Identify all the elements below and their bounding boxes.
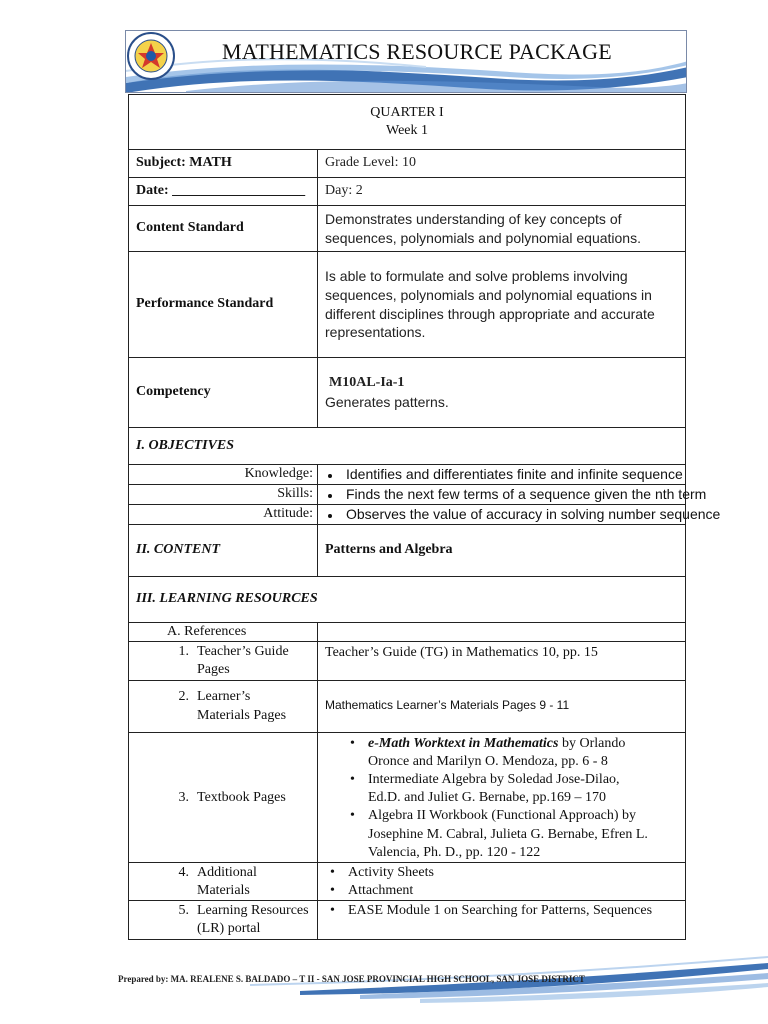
skills-row	[129, 485, 686, 505]
footer	[0, 955, 768, 1005]
list-item: • Attachment	[326, 882, 685, 900]
content-value: Patterns and Algebra	[318, 525, 686, 577]
learners-materials-row	[129, 680, 686, 732]
objectives-title: I. OBJECTIVES	[129, 428, 686, 465]
performance-standard-row	[129, 252, 686, 358]
competency-row	[129, 358, 686, 428]
competency-code: M10AL-Ia-1	[329, 375, 405, 391]
list-item: • Intermediate Algebra by Soledad Jose-Dilao, Ed.D. and Juliet G. Bernabe, pp.169 – 170	[346, 771, 685, 807]
item-label: Teacher’s Guide	[197, 644, 289, 660]
item-label-cont: Materials	[197, 883, 250, 899]
textbook-list	[318, 735, 685, 862]
performance-standard-label: Performance Standard	[129, 252, 318, 358]
learners-materials-value: Mathematics Learner’s Materials Pages 9 - 11	[318, 680, 686, 732]
lr-portal-list	[318, 902, 685, 920]
references-row	[129, 623, 686, 642]
grade-level-value: Grade Level: 10	[318, 150, 686, 178]
references-label: A. References	[129, 623, 318, 642]
list-item: • Algebra II Workbook (Functional Approach) by Josephine M. Cabral, Julieta G. Bernabe, Efren L. Valencia, Ph. D., pp. 120 - 122	[346, 807, 685, 862]
competency-label: Competency	[129, 358, 318, 428]
content-title: II. CONTENT	[129, 525, 318, 577]
quarter-row	[129, 95, 686, 150]
quarter-label: QUARTER I	[370, 104, 444, 120]
bullet-icon	[328, 474, 332, 478]
prepared-by-credit: Prepared by: MA. REALENE S. BALDADO – T II - SAN JOSE PROVINCIAL HIGH SCHOOL, SAN JOSE DISTRICT	[118, 974, 585, 984]
day-value: Day: 2	[318, 178, 686, 206]
subject-row	[129, 150, 686, 178]
item-number: 4.	[178, 864, 189, 880]
deped-seal-logo	[126, 31, 176, 81]
competency-description: Generates patterns.	[325, 393, 449, 410]
attitude-objective: Observes the value of accuracy in solving number sequence	[346, 506, 721, 523]
week-label: Week 1	[385, 123, 429, 138]
skills-label: Skills:	[129, 485, 318, 505]
item-label: Additional	[197, 864, 257, 880]
list-item: • Activity Sheets	[326, 864, 685, 882]
additional-materials-list	[318, 864, 685, 900]
textbook-title: e-Math Worktext in Mathematics	[368, 735, 559, 751]
textbook-row	[129, 732, 686, 862]
item-number: 2.	[178, 689, 189, 705]
item-number: 3.	[178, 789, 189, 805]
header-banner	[125, 30, 687, 93]
learning-resources-header-row	[129, 577, 686, 623]
item-label-cont: Materials Pages	[197, 707, 287, 723]
teachers-guide-row	[129, 642, 686, 680]
bullet-icon	[328, 494, 332, 498]
date-label: Date: ___________________	[129, 178, 318, 206]
attitude-row	[129, 505, 686, 525]
knowledge-row	[129, 465, 686, 485]
item-number: 5.	[178, 903, 189, 919]
performance-standard-line: sequences, polynomials and polynomial equations in	[325, 286, 652, 303]
performance-standard-line: representations.	[325, 324, 426, 341]
content-standard-line: Demonstrates understanding of key concepts of	[325, 211, 622, 228]
objectives-header-row	[129, 428, 686, 465]
lr-portal-row	[129, 901, 686, 939]
teachers-guide-value: Teacher’s Guide (TG) in Mathematics 10, pp. 15	[318, 642, 686, 680]
list-item: • EASE Module 1 on Searching for Patterns, Sequences	[326, 902, 685, 920]
skills-objective: Finds the next few terms of a sequence given the nth term	[346, 486, 707, 503]
performance-standard-line: Is able to formulate and solve problems involving	[325, 267, 628, 284]
content-row	[129, 525, 686, 577]
content-standard-row	[129, 206, 686, 252]
item-label-cont: Pages	[197, 662, 230, 678]
bullet-icon	[328, 514, 332, 518]
lesson-plan-table	[128, 94, 721, 940]
performance-standard-line: different disciplines through appropriate and accurate	[325, 305, 655, 322]
knowledge-objective: Identifies and differentiates finite and infinite sequence	[346, 466, 683, 483]
content-standard-label: Content Standard	[129, 206, 318, 252]
learning-resources-title: III. LEARNING RESOURCES	[129, 577, 686, 623]
item-label: Learning Resources	[197, 903, 309, 919]
page-title: MATHEMATICS RESOURCE PACKAGE	[222, 39, 612, 64]
subject-label: Subject: MATH	[129, 150, 318, 178]
content-standard-line: sequences, polynomials and polynomial equations.	[325, 229, 641, 246]
knowledge-label: Knowledge:	[129, 465, 318, 485]
item-number: 1.	[178, 644, 189, 660]
additional-materials-row	[129, 862, 686, 900]
item-label-cont: (LR) portal	[197, 921, 261, 937]
date-row	[129, 178, 686, 206]
item-label: Textbook Pages	[197, 789, 286, 805]
item-label: Learner’s	[197, 689, 251, 705]
attitude-label: Attitude:	[129, 505, 318, 525]
list-item: • e-Math Worktext in Mathematics by Orlando Oronce and Marilyn O. Mendoza, pp. 6 - 8	[346, 735, 685, 771]
